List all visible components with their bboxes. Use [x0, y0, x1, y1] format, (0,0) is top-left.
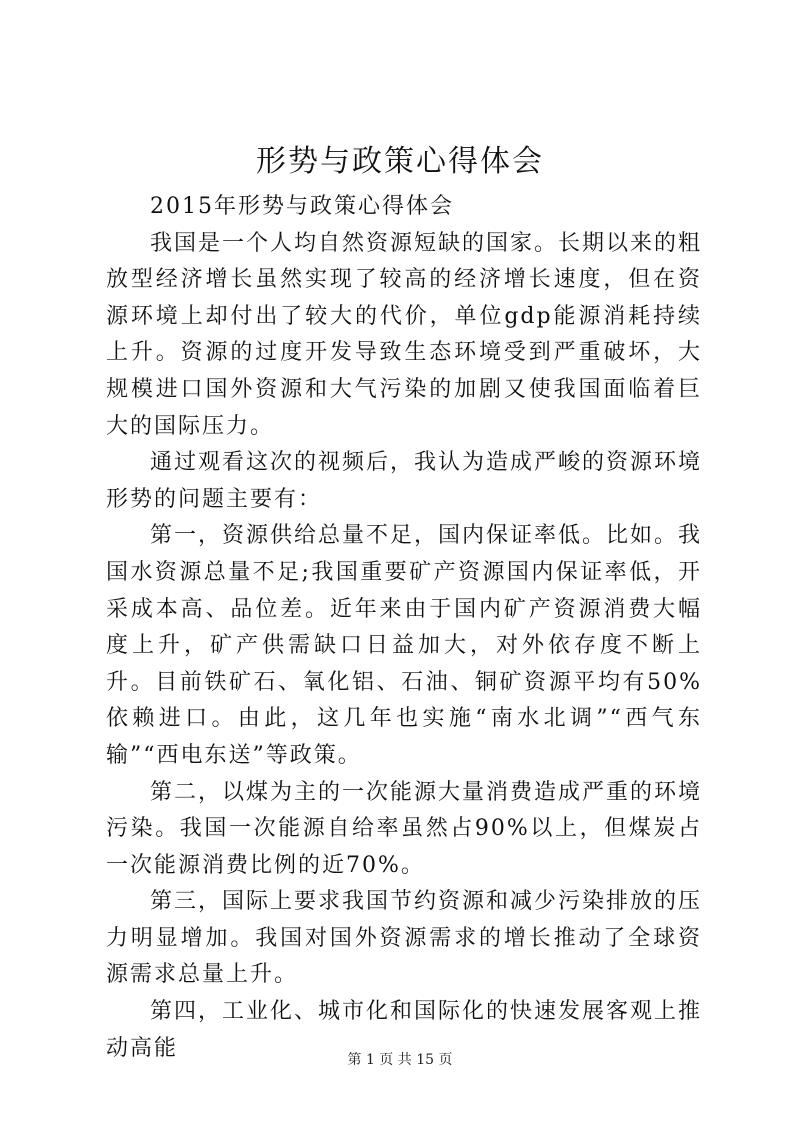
- body-paragraph: 我国是一个人均自然资源短缺的国家。长期以来的粗放型经济增长虽然实现了较高的经济增长速度，但在资源环境上却付出了较大的代价，单位gdp能源消耗持续上升。资源的过度开发导致生态环境受到严重破坏，大规模进口国外资源和大气污染的加剧又使我国面临着巨大的国际压力。: [106, 230, 703, 439]
- page-number-footer: 第 1 页 共 15 页: [347, 1052, 453, 1068]
- document-body: [106, 189, 702, 1067]
- document-title: 形势与政策心得体会: [256, 144, 544, 179]
- body-paragraph: 第一，资源供给总量不足，国内保证率低。比如。我国水资源总量不足;我国重要矿产资源国内保证率低，开采成本高、品位差。近年来由于国内矿产资源消费大幅度上升，矿产供需缺口日益加大，对外依存度不断上升。目前铁矿石、氧化铝、石油、铜矿资源平均有50%依赖进口。由此，这几年也实施“南水北调”“西气东输”“西电东送”等政策。: [106, 523, 703, 768]
- body-paragraph: 第二，以煤为主的一次能源大量消费造成严重的环境污染。我国一次能源自给率虽然占90%以上，但煤炭占一次能源消费比例的近70%。: [106, 779, 703, 878]
- body-paragraph: 通过观看这次的视频后，我认为造成严峻的资源环境形势的问题主要有：: [106, 450, 703, 512]
- body-paragraph: 第三，国际上要求我国节约资源和减少污染排放的压力明显增加。我国对国外资源需求的增长推动了全球资源需求总量上升。: [106, 889, 703, 988]
- body-paragraph: 第四，工业化、城市化和国际化的快速发展客观上推动高能: [106, 999, 703, 1061]
- subtitle-paragraph: 2015年形势与政策心得体会: [150, 194, 454, 219]
